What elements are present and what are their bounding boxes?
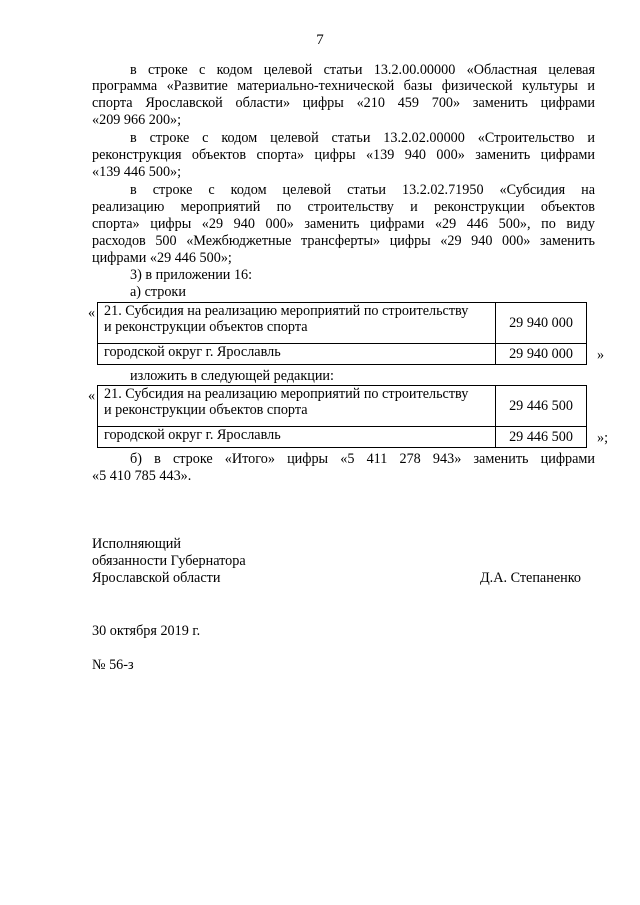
table-cell-name	[98, 386, 496, 427]
para-1-line-2: программа «Развитие материально-технической базы физической культуры и	[92, 78, 595, 94]
open-quote: «	[88, 388, 96, 404]
cell-text: городской округ г. Ярославль	[104, 427, 281, 443]
table-new	[97, 385, 587, 448]
cell-text: и реконструкции объектов спорта	[104, 402, 308, 418]
table-cell-amount: 29 446 500	[496, 427, 587, 448]
para-3-line-1: в строке с кодом целевой статьи 13.2.02.71950 «Субсидия на	[130, 182, 595, 198]
open-quote: «	[88, 305, 96, 321]
para-4: 3) в приложении 16:	[130, 267, 253, 283]
table-cell-amount: 29 446 500	[496, 386, 587, 427]
table-row	[98, 303, 587, 344]
para-7-line-2: «5 410 785 443».	[92, 468, 192, 484]
para-3-line-2: реализацию мероприятий по строительству и реконструкции объектов	[92, 199, 595, 215]
table-row	[98, 344, 587, 365]
para-5: а) строки	[130, 284, 186, 300]
signature-line-2: обязанности Губернатора	[92, 553, 246, 569]
cell-text: городской округ г. Ярославль	[104, 344, 281, 360]
close-quote: »	[597, 347, 605, 363]
signature-line-1: Исполняющий	[92, 536, 181, 552]
para-2-line-1: в строке с кодом целевой статьи 13.2.02.00000 «Строительство и	[130, 130, 595, 146]
signature-line-3: Ярославской области	[92, 570, 221, 586]
para-1-line-3: спорта Ярославской области» цифры «210 459 700» заменить цифрами	[92, 95, 595, 111]
table-old	[97, 302, 587, 365]
cell-text: 21. Субсидия на реализацию мероприятий по строительству	[104, 386, 469, 402]
para-2-line-3: «139 446 500»;	[92, 164, 182, 180]
table-cell-amount: 29 940 000	[496, 303, 587, 344]
cell-text: 21. Субсидия на реализацию мероприятий по строительству	[104, 303, 469, 319]
para-3-line-5: цифрами «29 446 500»;	[92, 250, 232, 266]
table-row	[98, 386, 587, 427]
table-row	[98, 427, 587, 448]
signatory-name: Д.А. Степаненко	[480, 570, 581, 586]
para-3-line-4: расходов 500 «Межбюджетные трансферты» цифры «29 940 000» заменить	[92, 233, 595, 249]
page-number: 7	[316, 32, 324, 48]
close-quote: »;	[597, 430, 609, 446]
table-cell-name	[98, 344, 496, 365]
para-1-line-1: в строке с кодом целевой статьи 13.2.00.00000 «Областная целевая	[130, 62, 595, 78]
para-1-line-4: «209 966 200»;	[92, 112, 182, 128]
para-7-line-1: б) в строке «Итого» цифры «5 411 278 943» заменить цифрами	[130, 451, 595, 467]
cell-text: и реконструкции объектов спорта	[104, 319, 308, 335]
table-cell-amount: 29 940 000	[496, 344, 587, 365]
document-date: 30 октября 2019 г.	[92, 623, 201, 639]
table-cell-name	[98, 427, 496, 448]
para-2-line-2: реконструкция объектов спорта» цифры «139 940 000» заменить цифрами	[92, 147, 595, 163]
para-6: изложить в следующей редакции:	[130, 368, 334, 384]
para-3-line-3: спорта» цифры «29 940 000» заменить цифрами «29 446 500», по виду	[92, 216, 595, 232]
table-cell-name	[98, 303, 496, 344]
document-number: № 56-з	[92, 657, 134, 673]
